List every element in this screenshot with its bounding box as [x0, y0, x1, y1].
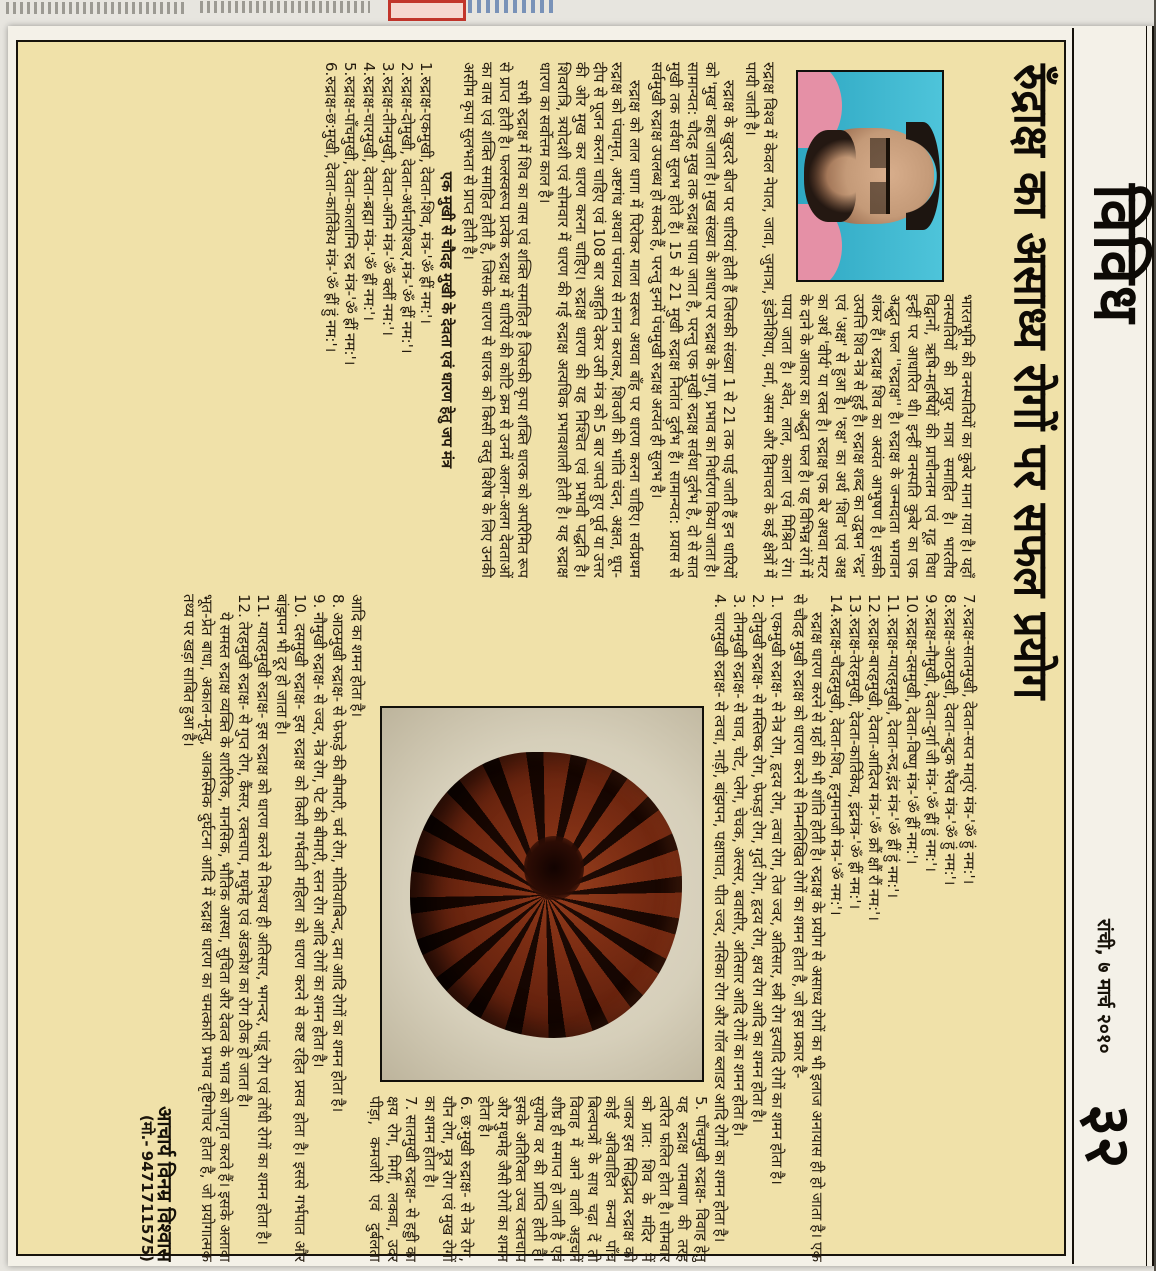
author-phone: (मो.- 9471711575) — [138, 1114, 156, 1262]
list-item: 12. तेरहमुखी रुद्राक्ष- से गुप्त रोग, कैंसर, रक्तचाप, मधुमेह एवं अंडकोश का रोग ठीक हो जाता है। — [235, 594, 253, 1108]
list-item: 8. आठमुखी रुद्राक्ष- से फेफड़े की बीमारी, चर्म रोग, मोतियाबिन्द, दमा आदि रोगों का शमन होता है। — [329, 594, 347, 1113]
photo-glasses-shape — [870, 138, 890, 214]
list-item: 2. दोमुखी रुद्राक्ष- से मस्तिष्क रोग, फेफड़ा रोग, गुर्दा रोग, हृदय रोग, क्षय रोग आदि का शमन होता है। — [749, 594, 767, 1124]
intro-paragraph: भारतभूमि की वनस्पतियों का कुबेर माना गया है। यहाँ वनस्पतियों की प्रचुर मात्रा समाहित है। भारतीय विद्वानों, ऋषि-महर्षियों की प्राचीनतम एवं गूढ़ विधा इन्हीं पर आधारित थी। इन्हीं वनस्पति कुबेर का एक अद्भुत फल ''रुद्राक्ष'' है। रुद्राक्ष के जन्मदाता भगवान शंकर हैं। रुद्राक्ष शिव का अत्यंत आभुषण है। इसकी उत्पत्ति शिव नेत्र से हुई है। रुद्राक्ष शब्द का उद्वषन 'रुद्र' एवं 'अक्ष' से हुआ है। 'रुक्ष' का अर्थ 'शिव' एवं अक्ष का अर्थ 'वीर्य' या रक्त है। रुद्राक्ष एक बेर अथवा मटर के दाने के आकार का अद्भुत फल है। यह विभिन्न रंगों में पाया जाता है। श्वेत, लाल, काला एवं मिश्रित रंग। रुद्राक्ष विश्व में केवल नेपाल, जावा, जुमात्रा, इंडोनेशिया, वर्मा, असम और हिमाचल के कई क्षेत्रों में पायी जाती है। — [742, 62, 976, 578]
list-item: 3.रुद्राक्ष-तीनमुखी, देवता-अग्नि मंत्र-'ॐ क्लीं नम:'। — [379, 62, 397, 336]
section-name: विविध — [1079, 184, 1153, 325]
list-item: 5. पाँचमुखी रुद्राक्ष- विवाह हेतु यह रुद्राक्ष रामबाण की तरह त्वरित फलित होता है। सोमवार को प्रात: शिव के मंदिर में जाकर इस सिद्धिप्रद रुद्राक्ष को कोई अविवाहित कन्या पाँच बिल्वपत्रों के साथ चढ़ा दें तो विवाह में आने वाली अड़चनें शीघ्र ही समाप्त हो जाती है एवं सुयोग्य वर की प्राप्ति होती है। इसके अतिरिक्त उच्च रक्तचाप और मुधमेह जैसी रोगों का शमन होता है। — [476, 1096, 710, 1262]
list-item: 7. सातमुखी रुद्राक्ष- से हड्डी का क्षय रोग, मिर्गी, लकवा, उदर पीड़ा, कमजोरी एवं दुर्बलता आदि का शमन होता है। — [348, 594, 420, 1262]
list-item: 9.रुद्राक्ष-नौमुखी, देवता-दुर्गा जी मंत्र-'ॐ ह्रीं हुं नम:'। — [922, 594, 940, 872]
list-item: 8.रुद्राक्ष-आठमुखी, देवता-बटुक भैरव मंत्र-'ॐ हुं नम:'। — [941, 594, 959, 886]
list-item: 12.रुद्राक्ष-बारहमुखी, देवता-आदित्य मंत्र-'ॐ क्रौं क्षौं रौं नम:'। — [865, 594, 883, 921]
scan-artifact-text-fragment — [6, 2, 186, 14]
list-item: 5.रुद्राक्ष-पाँचमुखी, देवता-कालाग्नि रुद्र मंत्र-'ॐ ह्रीं नम:'। — [341, 62, 359, 366]
jap-mantra-list-heading: एक मुखी से चौदह मुखी के देवता एवं धारण हेतु जप मंत्र — [438, 171, 456, 469]
list-item: 10.रुद्राक्ष-दसमुखी, देवता-विष्णु मंत्र-'ॐ ह्रीं नम:'। — [903, 594, 921, 865]
list-item: 9. नौमुखी रुद्राक्ष- से ज्वर, नेत्र रोग, पेट की बीमारी, स्तन रोग आदि रोगों का शमन होता है। — [310, 594, 328, 1068]
photo-beard-shape — [804, 130, 856, 222]
list-item: 4. चारमुखी रुद्राक्ष- से त्वचा, नाड़ी, बांझपन, पक्षाघात, पीत ज्वर, नसिका रोग और गॉल ब्लाडर आदि रोगों का शमन होता है। — [711, 594, 729, 1243]
article-column-right — [30, 594, 978, 1262]
shakti-paragraph: सभी रुद्राक्ष में शिव का वास एवं शक्ति समाहित है जिसकी कृपा शक्ति धारक को अपरिमित रूप से प्राप्त होती है। फलस्वरूप प्रत्येक रुद्राक्ष में धारियों की कोटि क्रम से उनमें अलग-अलग देवताओं का वास एवं शक्ति समाहित होती है, जिसके धारण से धारक को किसी वस्तु विशेष के लिए उनकी असीम कृपा सुलभता से प्राप्त होती है। — [460, 62, 532, 578]
list-item: 11.रुद्राक्ष-ग्यारहमुखी, देवता-रुद्र,इंद्र मंत्र-'ॐ ह्रीं हुं नम:'। — [884, 594, 902, 899]
photo-hair-shape — [906, 122, 940, 230]
mantra-list-part1 — [322, 62, 435, 578]
masthead — [1074, 26, 1154, 1266]
list-item: 1. एकमुखी रुद्राक्ष- से नेत्र रोग, हृदय रोग, त्वचा रोग, तेज ज्वर, अतिसार, स्त्री रोग इत्यादि रोगों का शमन होता है। — [768, 594, 786, 1185]
rudraksha-bead-core — [524, 836, 584, 900]
list-item: 6. छ:मुखी रुद्राक्ष- से नेत्र रोग, यौन रोग, मूत्र रोग एवं मुख रोगों का शमन होता है। — [421, 1096, 475, 1262]
article-headline: रुँद्राक्ष का असाध्य रोगों पर सफल प्रयोग — [1003, 64, 1059, 700]
list-item: 10. दसमुखी रुद्राक्ष- इस रुद्राक्ष को किसी गर्भवती महिला को धारण करने से कष्ट रहित प्रसव होता है। इससे गर्भपात और बांझपन भी दूर हो जाता है। — [273, 594, 309, 1262]
list-item: 4.रुद्राक्ष-चारमुखी, देवता-ब्रह्मा मंत्र-'ॐ ह्रीं नम:'। — [360, 62, 378, 321]
article-column-left — [30, 62, 976, 578]
transition-paragraph: रुद्राक्ष धारण करने से ग्रहों की भी शांति होती है। रुद्राक्ष के प्रयोग से असाध्य रोगों का भी इलाज अनायास ही हो जाता है। एक से चौदह मुखी रुद्राक्ष को धारण करने से निम्नलिखित रोगों का शमन होता है, जो इस प्रकार है- — [790, 594, 826, 1262]
list-item: 13.रुद्राक्ष-तेरहमुखी, देवता-कार्तिकेय, इंद्रमंत्र-'ॐ ह्रीं नम:'। — [846, 594, 864, 910]
scan-artifact-red-box — [388, 0, 466, 21]
scan-artifact-blue-marks — [468, 0, 558, 13]
list-item: 3. तीनमुखी रुद्राक्ष- से घाव, चोट, प्लेग, चेचक, अल्सर, बवासीर, अतिसार आदि रोगों का शमन होता है। — [730, 594, 748, 1137]
rudraksha-bead-photo — [380, 706, 704, 1082]
scan-artifact-text-fragment — [200, 1, 370, 13]
author-byline: आचार्य विनम्र विश्वास — [153, 1106, 177, 1262]
list-item: 1.रुद्राक्ष-एकमुखी, देवता-शिव, मंत्र-'ॐ ह्रीं नम:'। — [417, 62, 435, 324]
dharan-vidhi-paragraph: रुद्राक्ष को लाल धागा में पिरोकर माला स्वरूप अथवा बाँह पर धारण करना चाहिए। सर्वप्रथम रुद्राक्ष को पंचामृत, अष्टगंध अथवा पंचगव्य से स्नान कराकर, शिवजी की भांति चंदन, अक्षत, धूप-दीप से पूजन करना चाहिए एवं 108 बार आहुति देकर उसी मंत्र को 5 बार जपते हुए पूर्व या उत्तर की ओर मुख कर धारण करना चाहिए। रुद्राक्ष धारण की यह निश्चित एवं प्रभावी पद्धति है। शिवरात्रि, त्रयोदशी एवं सोमवार में धारण की गई रुद्राक्ष अत्यधिक प्रभावशाली होती है। यह रुद्राक्ष धारण का सर्वोत्तम काल है। — [536, 62, 644, 578]
list-item: 2.रुद्राक्ष-दोमुखी, देवता-अर्धनारीश्वर,मंत्र-'ॐ ह्रीं नम:'। — [398, 62, 416, 354]
article-box — [16, 40, 1066, 1262]
dateline: रांची, ७ मार्च २०१० — [1093, 919, 1115, 1054]
closing-paragraph: ये समस्त रुद्राक्ष व्यक्ति के शारीरिक, मानसिक, भौतिक आस्था, सुचिता और देवत्व के भाव को जागृत करते हैं। इसके अलावा भूत-प्रेत बाधा, अकाल-मृत्यु, आकस्मिक दुर्घटना आदि में रुद्राक्ष धारण का चमत्कारी प्रभाव दृष्टिगोचर होता है, जो प्रयोगात्मक तथ्य पर खड़ा साबित हुआ है। — [180, 594, 234, 1262]
list-item: 14.रुद्राक्ष-चौदहमुखी, देवता-शिव, हनुमानजी मंत्र-'ॐ नम:'। — [827, 594, 845, 916]
list-item: 7.रुद्राक्ष-सातमुखी, देवता-सप्त मातृएं मंत्र-'ॐ हुं नम:'। — [960, 594, 978, 885]
newspaper-paper — [8, 26, 1154, 1266]
list-item: 6.रुद्राक्ष-छ:मुखी, देवता-कार्तिकेय मंत्र-'ॐ ह्रीं हुं नम:'। — [322, 62, 340, 353]
mantra-list-part2 — [827, 594, 978, 1262]
page-number: ३२ — [1072, 1104, 1145, 1169]
list-item: 11. ग्यारहमुखी रुद्राक्ष- इस रुद्राक्ष को धारण करने से निश्चय ही अतिसार, भगन्दर, पांडू रोग एवं तोंधी रोगों का शमन होता है। — [254, 594, 272, 1245]
author-portrait-photo — [796, 70, 944, 282]
disease-list-part1 — [711, 594, 786, 1262]
mukh-paragraph: रुद्राक्ष के खुरदरे बीज पर धारियां होती हैं जिसकी संख्या 1 से 21 तक पाई जाती हैं इन धारियों को 'मुख' कहा जाता है। मुख संख्या के आधार पर रुद्राक्ष के गुण, प्रभाव का निर्धारण किया जाता है। सामान्यत: चौदह मुख तक रुद्राक्ष पाया जाता है, परन्तु एक मुखी रुद्राक्ष सर्वथा दुर्लभ है, दो से सात मुखी तक सर्वथा सुलभ होते हैं। 15 से 21 मुखी रुद्राक्ष नितांत दुर्लभ हैं। सामान्यत: प्रयास से सर्वमुखी रुद्राक्ष उपलब्ध हो सकते हैं, परन्तु इनमें पंचमुखी रुद्राक्ष अत्यंत ही सुलभ है। — [648, 62, 738, 578]
